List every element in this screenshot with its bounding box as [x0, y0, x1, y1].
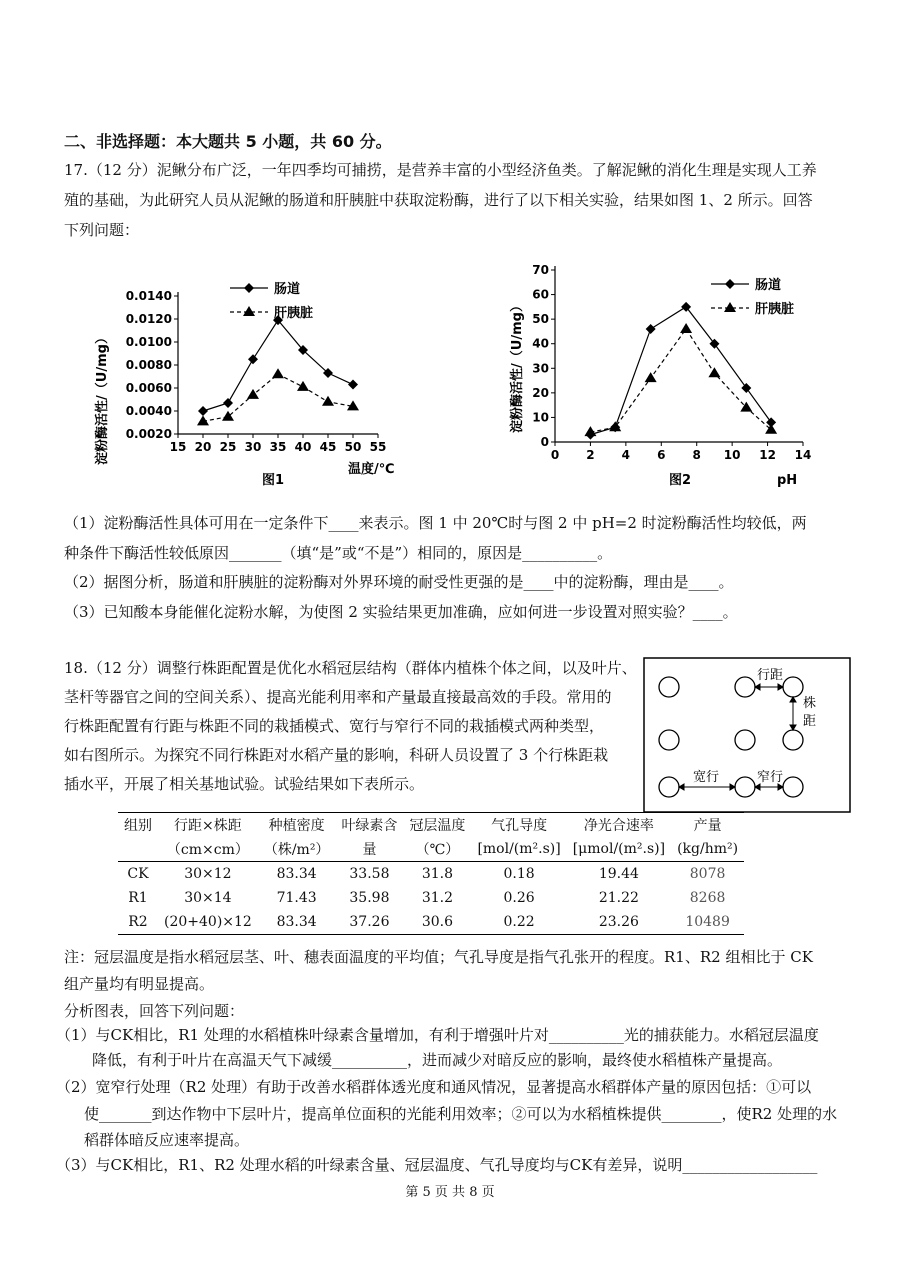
q18-sub2-c: 稻群体暗反应速率提高。	[84, 1131, 250, 1149]
x-tick-label: 40	[294, 440, 312, 454]
data-point	[348, 380, 358, 390]
table-header-2: 种植密度	[258, 813, 336, 838]
x-tick-label: 14	[794, 448, 812, 462]
table-cell: 31.8	[421, 866, 454, 882]
table-cell: 8078	[689, 866, 726, 882]
page-footer: 第 5 页 共 8 页	[405, 1185, 495, 1200]
table-cell: 83.34	[258, 910, 336, 935]
table-cell: 8268	[689, 890, 726, 906]
table-cell: 30×14	[184, 890, 232, 906]
legend-label: 肝胰脏	[755, 302, 795, 317]
q18-analysis: 分析图表，回答下列问题：	[64, 1002, 245, 1020]
table-subheader-1: （cm×cm）	[158, 837, 258, 862]
data-point	[609, 421, 621, 431]
x-tick-label: 50	[344, 440, 362, 454]
data-point	[680, 323, 692, 333]
x-tick-label: 20	[194, 440, 212, 454]
q18-line-3: 行株距配置有行距与株距不同的栽插模式、宽行与窄行不同的栽插模式两种类型，	[64, 717, 605, 735]
row-spacing-label: 行距	[757, 668, 784, 683]
table-cell: R1	[128, 890, 148, 906]
q18-sub2-a: （2）宽窄行处理（R2 处理）有助于改善水稻群体透光度和通风情况，显著提高水稻群体产量的原因包括：①可以	[56, 1078, 812, 1096]
y-tick-label: 10	[532, 410, 549, 425]
plant-circle	[783, 777, 803, 797]
table-header-1: 行距×株距	[158, 813, 258, 838]
table-cell: 19.44	[598, 866, 639, 882]
legend-marker	[725, 279, 735, 289]
table-subheader-3: 量	[335, 837, 403, 862]
figure-2-xlabel: pH	[777, 473, 798, 488]
x-tick-label: 12	[759, 448, 776, 462]
x-tick-label: 45	[319, 440, 337, 454]
plant-spacing-label-2: 距	[803, 714, 817, 729]
data-point	[708, 367, 720, 377]
plant-circle	[783, 677, 803, 697]
q17-line-3: 下列问题：	[64, 221, 140, 239]
table-cell: 30×12	[184, 866, 232, 882]
data-point	[222, 411, 234, 421]
q18-note-1: 注：冠层温度是指水稻冠层茎、叶、穗表面温度的平均值；气孔导度是指气孔张开的程度。R1、R2 组相比于 CK	[64, 948, 813, 966]
q18-line-5: 插水平，开展了相关基地试验。试验结果如下表所示。	[64, 775, 425, 793]
table-subheader-0	[118, 837, 158, 862]
y-tick-label: 40	[532, 336, 549, 351]
x-tick-label: 25	[219, 440, 237, 454]
y-tick-label: 60	[532, 287, 549, 302]
table-subheader-7: (kg/hm²)	[671, 837, 744, 862]
data-point	[741, 383, 751, 393]
x-tick-label: 6	[657, 448, 666, 462]
series-line-0	[590, 307, 771, 435]
data-point	[584, 426, 596, 436]
table-row	[118, 862, 744, 887]
x-tick-label: 35	[269, 440, 287, 454]
legend-marker	[724, 302, 736, 312]
table-row	[118, 910, 744, 935]
plant-circle	[659, 777, 679, 797]
legend-marker	[244, 283, 254, 293]
y-tick-label: 30	[532, 361, 549, 376]
y-tick-label: 0.0020	[125, 427, 172, 441]
legend-marker	[243, 306, 255, 316]
x-tick-label: 2	[586, 448, 595, 462]
table-header-3: 叶绿素含	[335, 813, 403, 838]
x-tick-label: 0	[550, 448, 560, 462]
figure-1-ylabel: 淀粉酶活性/（U/mg）	[95, 331, 110, 465]
data-point	[645, 372, 657, 382]
table-cell: 10489	[671, 910, 744, 935]
table-cell: 21.22	[598, 890, 639, 906]
table-row	[118, 886, 744, 910]
y-tick-label: 50	[532, 312, 549, 327]
table-cell: 23.26	[567, 910, 671, 935]
q18-line-1: 18.（12 分）调整行株距配置是优化水稻冠层结构（群体内植株个体之间，以及叶片、	[64, 659, 637, 677]
series-line-0	[203, 320, 353, 411]
data-point	[223, 398, 233, 408]
x-tick-label: 55	[369, 440, 387, 454]
q17-sub3: （3）已知酸本身能催化淀粉水解，为使图 2 实验结果更加准确，应如何进一步设置对照实验？____。	[64, 603, 738, 621]
table-subheader-4: （℃）	[403, 837, 471, 862]
section-title: 二、非选择题：本大题共 5 小题，共 60 分。	[64, 132, 392, 151]
table-cell: R2	[118, 910, 158, 935]
wide-row-label: 宽行	[693, 770, 720, 785]
plant-circle	[735, 730, 755, 750]
q18-sub1-a: （1）与CK相比，R1 处理的水稻植株叶绿素含量增加，有利于增强叶片对__________光的捕获能力。水稻冠层温度	[56, 1026, 819, 1044]
legend-label: 肠道	[274, 282, 301, 297]
table-cell: 0.26	[503, 890, 535, 906]
x-tick-label: 8	[692, 448, 701, 462]
y-tick-label: 0.0100	[125, 335, 172, 349]
table-header-5: 气孔导度	[471, 813, 566, 838]
q18-line-4: 如右图所示。为探究不同行株距对水稻产量的影响，科研人员设置了 3 个行株距栽	[64, 746, 609, 764]
y-tick-label: 0.0080	[125, 358, 172, 372]
q17-sub1-a: （1）淀粉酶活性具体可用在一定条件下____来表示。图 1 中 20℃时与图 2 中 pH=2 时淀粉酶活性均较低，两	[64, 514, 807, 532]
table-header-4: 冠层温度	[403, 813, 471, 838]
figure-2-title: 图2	[669, 473, 692, 488]
figure-2-ylabel: 淀粉酶活性/（U/mg）	[510, 299, 525, 433]
x-tick-label: 10	[723, 448, 741, 462]
table-cell: 0.18	[503, 866, 535, 882]
data-point	[247, 389, 259, 399]
figure-1-xlabel: 温度/℃	[348, 462, 395, 477]
series-line-1	[203, 374, 353, 421]
planting-diagram	[643, 657, 851, 813]
table-cell: 33.58	[349, 866, 390, 882]
data-point	[646, 324, 656, 334]
data-point	[681, 302, 691, 312]
plant-circle	[659, 677, 679, 697]
y-tick-label: 0.0120	[125, 312, 172, 326]
figure-1-chart	[90, 268, 410, 498]
legend-label: 肝胰脏	[274, 306, 314, 321]
q17-sub2: （2）据图分析，肠道和肝胰脏的淀粉酶对外界环境的耐受性更强的是____中的淀粉酶，理由是____。	[64, 573, 734, 591]
table-subheader-2: （株/m²）	[258, 837, 336, 862]
figure-2-chart	[505, 256, 835, 496]
table-subheader-5: [mol/(m².s)]	[471, 837, 566, 862]
figure-1-title: 图1	[262, 473, 285, 488]
x-tick-label: 30	[244, 440, 262, 454]
plant-circle	[735, 677, 755, 697]
x-tick-label: 4	[621, 448, 631, 462]
data-point	[248, 354, 258, 364]
data-point	[765, 424, 777, 434]
q18-sub1-b: 降低，有利于叶片在高温天气下减缓__________，进而减少对暗反应的影响，最终使水稻植株产量提高。	[92, 1051, 783, 1069]
y-tick-label: 70	[532, 263, 549, 277]
q17-sub1-b: 种条件下酶活性较低原因_______（填“是”或“不是”）相同的，原因是__________。	[64, 544, 613, 562]
table-subheader-6: [μmol/(m².s)]	[567, 837, 671, 862]
q17-line-2: 殖的基础，为此研究人员从泥鳅的肠道和肝胰脏中获取淀粉酶，进行了以下相关实验，结果如图 1、2 所示。回答	[64, 191, 813, 209]
narrow-row-label: 窄行	[757, 770, 784, 785]
table-header-7: 产量	[671, 813, 744, 838]
q18-line-2: 茎杆等器官之间的空间关系）、提高光能利用率和产量最直接最高效的手段。常用的	[64, 688, 612, 706]
y-tick-label: 0.0140	[125, 289, 172, 303]
q18-note-2: 组产量均有明显提高。	[64, 975, 215, 993]
y-tick-label: 0.0040	[125, 404, 172, 418]
y-tick-label: 20	[532, 385, 549, 400]
data-point	[198, 406, 208, 416]
table-cell: CK	[127, 866, 149, 882]
data-point	[197, 415, 209, 425]
table-cell: (20+40)×12	[158, 910, 258, 935]
table-header-6: 净光合速率	[567, 813, 671, 838]
series-line-1	[590, 329, 771, 432]
table-cell: 71.43	[276, 890, 317, 906]
q18-sub3: （3）与CK相比，R1、R2 处理水稻的叶绿素含量、冠层温度、气孔导度均与CK有差异，说明__________________	[56, 1156, 818, 1174]
table-cell: 83.34	[276, 866, 317, 882]
plant-circle	[783, 730, 803, 750]
x-tick-label: 15	[169, 440, 187, 454]
table-cell: 30.6	[403, 910, 471, 935]
legend-label: 肠道	[755, 278, 782, 293]
data-point	[272, 368, 284, 378]
table-cell: 0.22	[471, 910, 566, 935]
plant-circle	[735, 777, 755, 797]
y-tick-label: 0.0060	[125, 381, 172, 395]
y-tick-label: 0	[540, 435, 549, 449]
plant-spacing-label-1: 株	[803, 696, 817, 711]
data-point	[709, 339, 719, 349]
plant-circle	[659, 730, 679, 750]
table-cell: 35.98	[349, 890, 390, 906]
data-point	[322, 396, 334, 406]
table-header-0: 组别	[118, 813, 158, 838]
data-point	[297, 381, 309, 391]
table-cell: 37.26	[335, 910, 403, 935]
table-cell: 31.2	[421, 890, 454, 906]
q17-line-1: 17.（12 分）泥鳅分布广泛，一年四季均可捕捞，是营养丰富的小型经济鱼类。了解泥鳅的消化生理是实现人工养	[64, 161, 817, 179]
q18-sub2-b: 使_______到达作物中下层叶片，提高单位面积的光能利用效率；②可以为水稻植株提供________，使R2 处理的水	[84, 1105, 838, 1123]
results-table	[118, 812, 744, 935]
